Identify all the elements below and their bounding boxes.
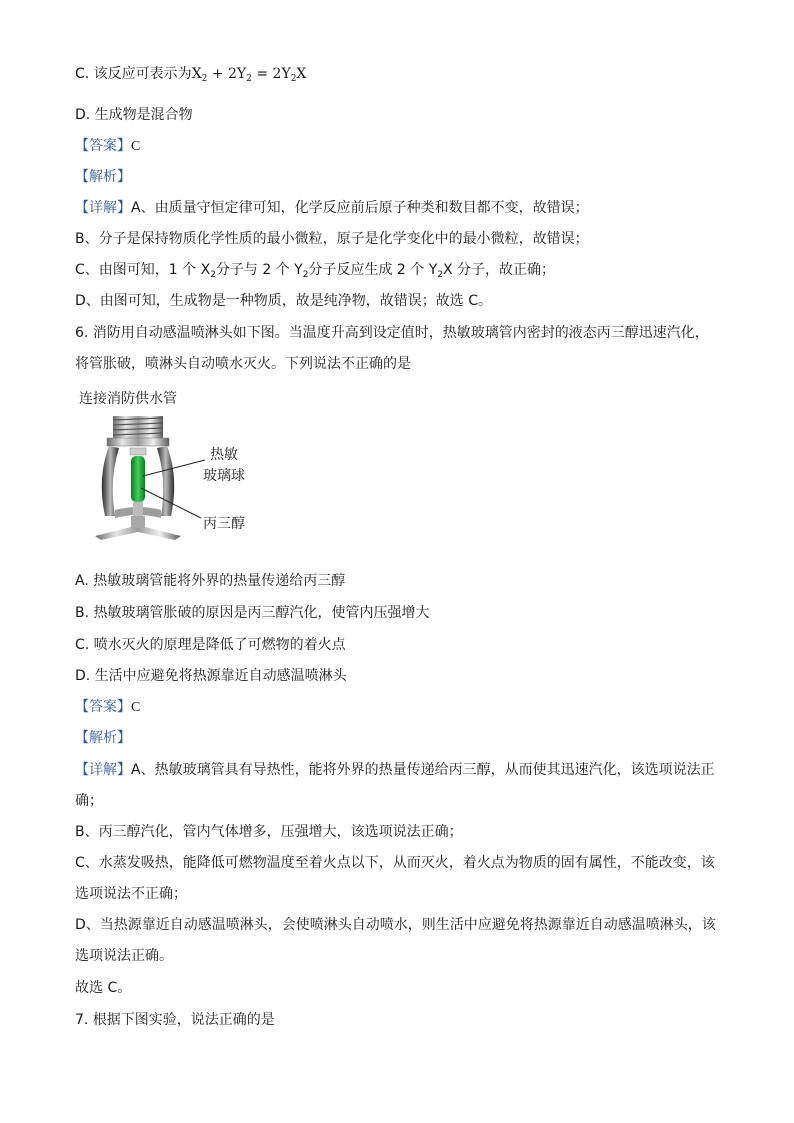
- q5-detail-d: D、由图可知，生成物是一种物质，故是纯净物，故错误；故选 C。: [75, 293, 493, 309]
- leader-line-bulb: [143, 460, 205, 476]
- answer-tag: 【答案】: [75, 699, 131, 715]
- q6-detail-a-text: A、热敏玻璃管具有导热性，能将外界的热量传递给丙三醇，从而使其迅速汽化，该选项说法正: [131, 762, 715, 778]
- frame-arm-right: [157, 446, 174, 516]
- detail-tag: 【详解】: [75, 762, 131, 778]
- figure-caption: 连接消防供水管: [79, 391, 177, 407]
- detail-tag: 【详解】: [75, 200, 131, 216]
- label-bulb-line-1: 热敏: [210, 447, 238, 463]
- q6-answer: [75, 697, 140, 718]
- q6-detail-c-line-2: 选项说法不正确；: [75, 886, 187, 902]
- q5-option-c: [75, 64, 306, 89]
- q6-detail-b: B、丙三醇汽化，管内气体增多，压强增大，该选项说法正确；: [75, 824, 463, 840]
- sprinkler-illustration: [75, 388, 275, 558]
- answer-value: C: [131, 700, 141, 715]
- thread-section: [107, 416, 169, 446]
- label-glycerol: 丙三醇: [203, 516, 245, 532]
- q7-stem: 7. 根据下图实验，说法正确的是: [75, 1012, 275, 1028]
- q5-option-d: D. 生成物是混合物: [75, 107, 193, 123]
- q6-detail-a-line-2: 确；: [75, 793, 103, 809]
- q5-option-c-text: C. 该反应可表示为: [75, 66, 192, 82]
- sprinkler-figure: [75, 388, 275, 558]
- answer-tag: 【答案】: [75, 138, 131, 154]
- frame-arm-left: [102, 446, 119, 516]
- q6-detail-d-line-1: D、当热源靠近自动感温喷淋头，会使喷淋头自动喷水，则生活中应避免将热源靠近自动感温喷淋头，该: [75, 917, 716, 933]
- deflector: [95, 526, 181, 540]
- answer-value: C: [131, 139, 141, 154]
- q5-analysis-tag: 【解析】: [75, 169, 131, 185]
- q5-detail-a-text: A、由质量守恒定律可知，化学反应前后原子种类和数目都不变，故错误；: [131, 200, 589, 216]
- glass-bulb: [131, 456, 145, 502]
- q5-detail-c: C、由图可知，1 个 $X_2$分子与 2 个 $Y_2$分子反应生成 2 个 $Y_2X$ 分子，故正确；: [75, 262, 556, 280]
- q6-detail-d-line-2: 选项说法正确。: [75, 948, 173, 964]
- q6-conclusion: 故选 C。: [75, 980, 132, 996]
- q5-detail-a: [75, 198, 589, 218]
- q6-option-b: B. 热敏玻璃管胀破的原因是丙三醇汽化，使管内压强增大: [75, 605, 430, 621]
- q5-answer: [75, 136, 140, 157]
- q6-stem-line-2: 将管胀破，喷淋头自动喷水灭火。下列说法不正确的是: [75, 356, 411, 372]
- q5-option-c-formula: $X_2 + 2Y_2 = 2Y_2X$: [191, 66, 307, 84]
- q6-option-c: C. 喷水灭火的原理是降低了可燃物的着火点: [75, 637, 346, 653]
- q6-option-d: D. 生活中应避免将热源靠近自动感温喷淋头: [75, 668, 347, 684]
- q6-detail-c-line-1: C、水蒸发吸热，能降低可燃物温度至着火点以下，从而灭火，着火点为物质的固有属性，不能改变，该: [75, 855, 715, 871]
- q6-stem-line-1: 6. 消防用自动感温喷淋头如下图。当温度升高到设定值时，热敏玻璃管内密封的液态丙三醇迅速汽化，: [75, 325, 709, 341]
- q6-option-a: A. 热敏玻璃管能将外界的热量传递给丙三醇: [75, 573, 346, 589]
- label-bulb-line-2: 玻璃球: [203, 468, 245, 484]
- q5-detail-b: B、分子是保持物质化学性质的最小微粒，原子是化学变化中的最小微粒，故错误；: [75, 231, 589, 247]
- q6-detail-a-line-1: [75, 760, 715, 780]
- q6-analysis-tag: 【解析】: [75, 730, 131, 746]
